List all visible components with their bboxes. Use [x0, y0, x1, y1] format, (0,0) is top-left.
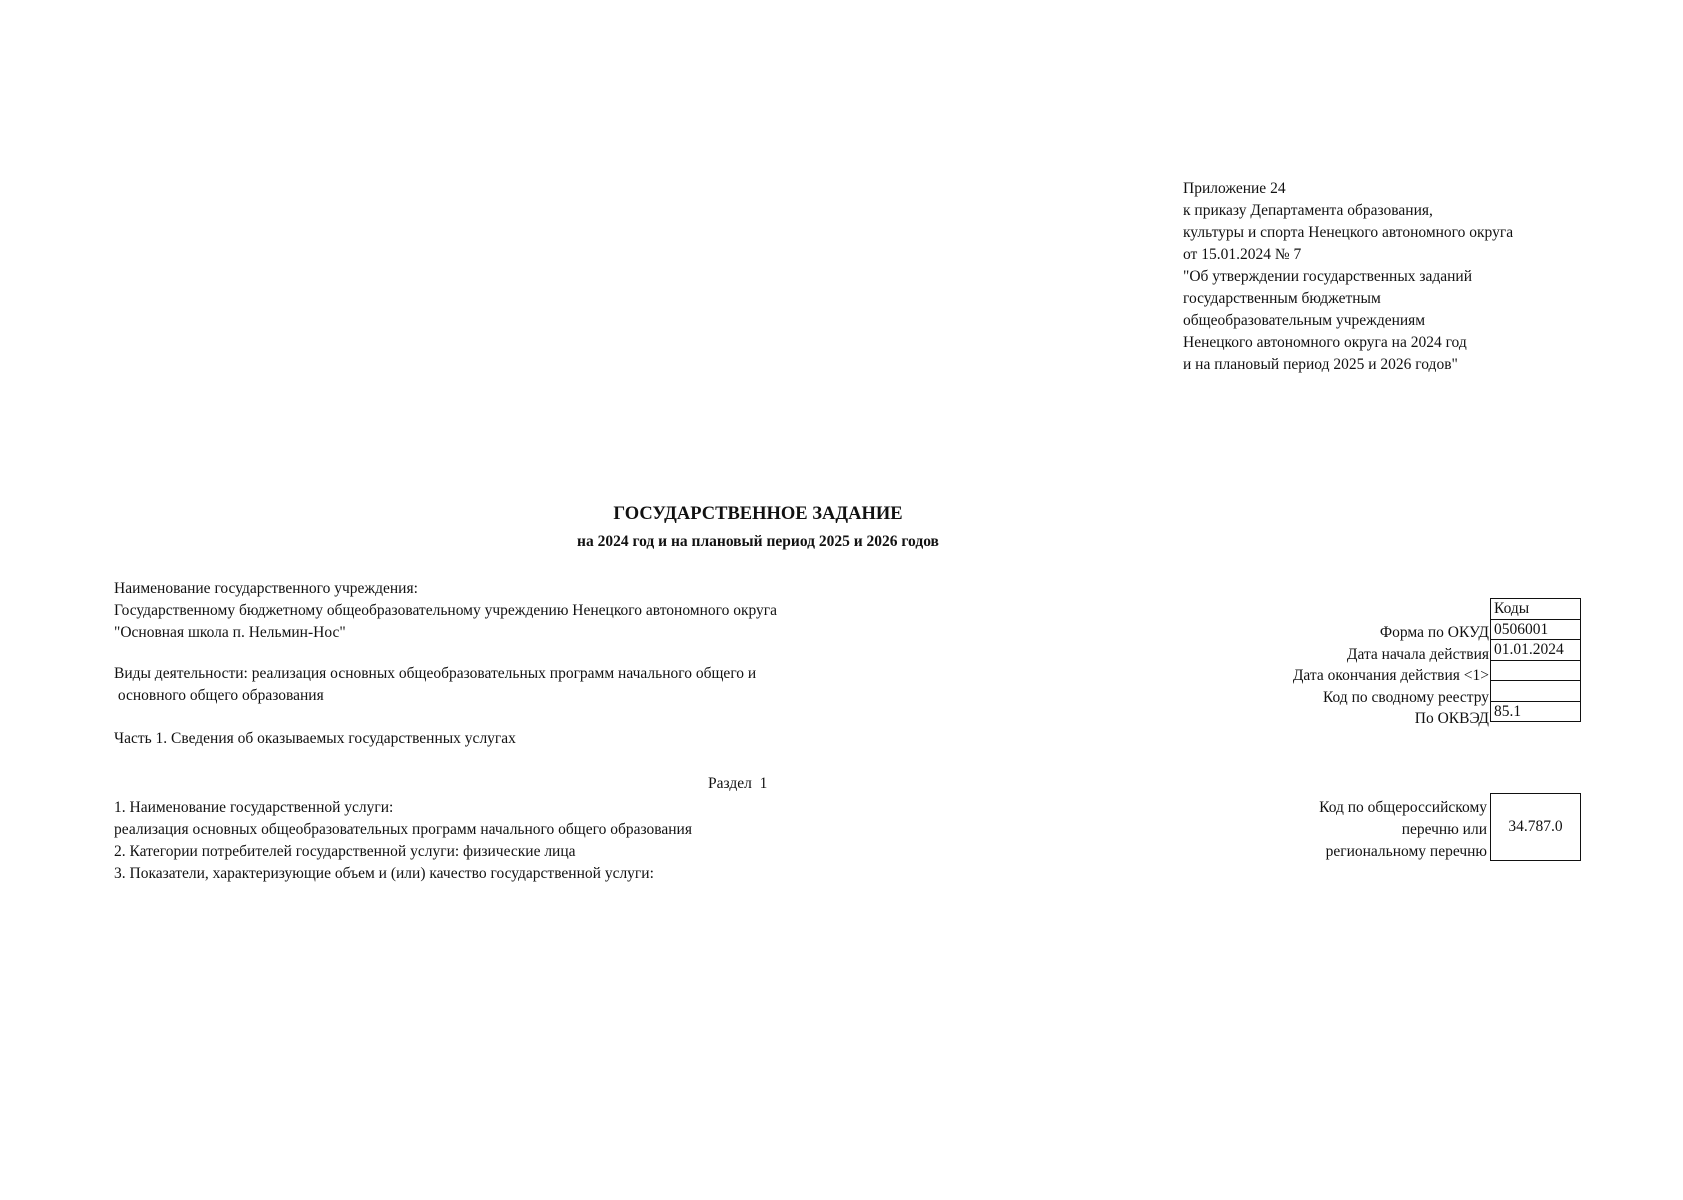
appendix-line: и на плановый период 2025 и 2026 годов" [1183, 356, 1458, 373]
activity-line1: Виды деятельности: реализация основных общеобразовательных программ начального общего и [114, 665, 757, 682]
appendix-line: общеобразовательным учреждениям [1183, 312, 1426, 329]
activity-block [114, 663, 756, 707]
codes-label-registry: Код по сводному реестру [1322, 688, 1489, 706]
codes-label-start-date: Дата начала действия [1346, 645, 1489, 663]
appendix-line: от 15.01.2024 № 7 [1183, 246, 1302, 263]
codes-value-end-date [1491, 660, 1581, 681]
codes-value-registry [1491, 681, 1581, 702]
appendix-line: к приказу Департамента образования, [1183, 202, 1433, 219]
registry-label-line: перечню или [1401, 821, 1487, 838]
part-heading: Часть 1. Сведения об оказываемых государственных услугах [114, 730, 516, 747]
institution-name-line1: Государственному бюджетному общеобразовательному учреждению Ненецкого автономного округа [114, 602, 778, 619]
document-subtitle: на 2024 год и на плановый период 2025 и 2026 годов [577, 533, 939, 550]
registry-labels [1319, 797, 1487, 863]
service-name-label: 1. Наименование государственной услуги: [114, 799, 394, 816]
codes-value-okved: 85.1 [1491, 701, 1581, 722]
codes-header: Коды [1491, 599, 1581, 620]
codes-table [1490, 598, 1581, 722]
registry-code-box [1490, 793, 1581, 861]
service-name-value: реализация основных общеобразовательных программ начального общего образования [114, 821, 692, 838]
codes-value-start-date: 01.01.2024 [1491, 640, 1581, 661]
service-indicators: 3. Показатели, характеризующие объем и (или) качество государственной услуги: [114, 865, 654, 882]
codes-value-okud: 0506001 [1491, 619, 1581, 640]
activity-line2: основного общего образования [114, 687, 324, 704]
service-block [114, 797, 692, 885]
registry-label-line: Код по общероссийскому [1319, 799, 1487, 816]
appendix-line: Приложение 24 [1183, 180, 1286, 197]
appendix-line: государственным бюджетным [1183, 290, 1381, 307]
codes-label-okved: По ОКВЭД [1414, 710, 1489, 727]
institution-block [114, 578, 777, 644]
institution-name-line2: "Основная школа п. Нельмин-Нос" [114, 624, 346, 641]
appendix-line: "Об утверждении государственных заданий [1183, 268, 1473, 285]
registry-label-line: региональному перечню [1325, 843, 1487, 860]
document-title: ГОСУДАРСТВЕННОЕ ЗАДАНИЕ [613, 504, 903, 524]
codes-labels [1293, 622, 1489, 730]
codes-label-end-date: Дата окончания действия <1> [1292, 667, 1489, 684]
appendix-line: культуры и спорта Ненецкого автономного округа [1183, 224, 1514, 241]
appendix-block [1183, 178, 1513, 376]
registry-code-value: 34.787.0 [1508, 818, 1563, 835]
service-consumers: 2. Категории потребителей государственной услуги: физические лица [114, 843, 576, 860]
appendix-line: Ненецкого автономного округа на 2024 год [1183, 334, 1467, 351]
codes-label-okud: Форма по ОКУД [1379, 624, 1489, 641]
institution-label: Наименование государственного учреждения: [114, 580, 418, 597]
section-heading: Раздел 1 [708, 775, 768, 792]
